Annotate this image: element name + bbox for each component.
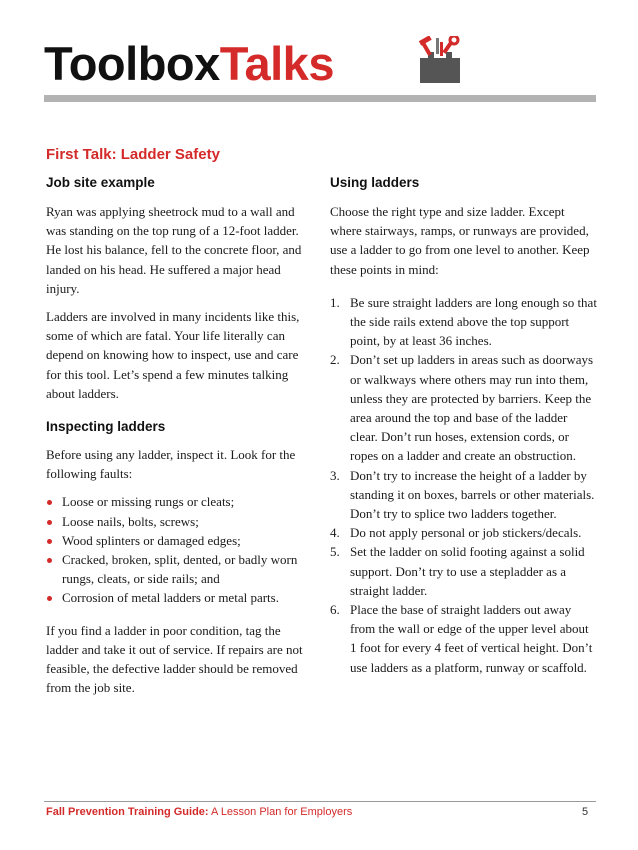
inspecting-intro: Before using any ladder, inspect it. Look for the following faults: (46, 447, 296, 482)
using-intro: Choose the right type and size ladder. Except where stairways, ramps, or runways are provided, use a ladder to go from one level to another. Keep these points in mind: (330, 204, 590, 277)
list-item: Loose nails, bolts, screws; (46, 512, 314, 531)
right-column (330, 174, 598, 677)
list-item: 3. Don’t try to increase the height of a ladder by standing it on boxes, barrels or other materials. Don’t try to splice two ladders together. (330, 467, 595, 522)
talk-title: First Talk: Ladder Safety (46, 146, 220, 163)
list-item: 4. Do not apply personal or job stickers/decals. (330, 525, 582, 541)
inspecting-heading: Inspecting ladders (46, 419, 166, 435)
inspection-faults-list (46, 492, 314, 607)
left-column (46, 174, 314, 697)
bullet-icon (47, 539, 52, 544)
job-site-paragraph-2: Ladders are involved in many incidents like this, some of which are fatal. Your life literally can depend on knowing how to inspect, use and care for this tool. Let’s spend a few minutes talking about ladders. (46, 309, 300, 401)
list-item: Corrosion of metal ladders or metal parts. (46, 588, 314, 607)
inspecting-closing: If you find a ladder in poor condition, tag the ladder and take it out of service. If repairs are not feasible, the defective ladder should be removed from the job site. (46, 622, 303, 696)
list-item: Cracked, broken, split, dented, or badly worn rungs, cleats, or side rails; and (46, 550, 314, 588)
header-rule (44, 95, 596, 102)
list-item: 2. Don’t set up ladders in areas such as doorways or walkways where others may run into them, unless they are protected by barriers. Keep the area around the top and base of the ladder clear. Don’t run hoses, extension cords, or ropes on a ladder and create an obstruction. (330, 352, 594, 464)
using-heading: Using ladders (330, 175, 420, 190)
job-site-paragraph-1: Ryan was applying sheetrock mud to a wall and was standing on the top rung of a 12-foot ladder. He lost his balance, fell to the concrete floor, and landed on his head. He suffered a major head injury. (46, 204, 302, 296)
list-item: 6. Place the base of straight ladders out away from the wall or edge of the upper level about 1 foot for every 4 feet of vertical height. Don’t use ladders as a platform, runway or scaffold. (330, 602, 593, 675)
bullet-icon (47, 520, 52, 525)
footer-guide-title: Fall Prevention Training Guide: A Lesson Plan for Employers (46, 806, 353, 818)
page-number: 5 (582, 806, 589, 818)
list-item: Loose or missing rungs or cleats; (46, 492, 314, 511)
bullet-icon (47, 558, 52, 563)
toolbox-talks-logo (44, 36, 334, 92)
job-site-heading: Job site example (46, 175, 155, 190)
toolbox-with-tools-icon (416, 36, 464, 86)
logo-word-toolbox: Toolbox (44, 37, 220, 90)
bullet-icon (47, 596, 52, 601)
list-item: 5. Set the ladder on solid footing against a solid support. Don’t try to use a stepladder as a straight ladder. (330, 544, 585, 598)
logo-word-talks: Talks (219, 37, 334, 90)
using-points-list (330, 293, 598, 677)
list-item: Wood splinters or damaged edges; (46, 531, 314, 550)
list-item: 1. Be sure straight ladders are long enough so that the side rails extend above the top support point, by at least 36 inches. (330, 294, 597, 349)
bullet-icon (47, 500, 52, 505)
footer-rule (44, 801, 596, 802)
